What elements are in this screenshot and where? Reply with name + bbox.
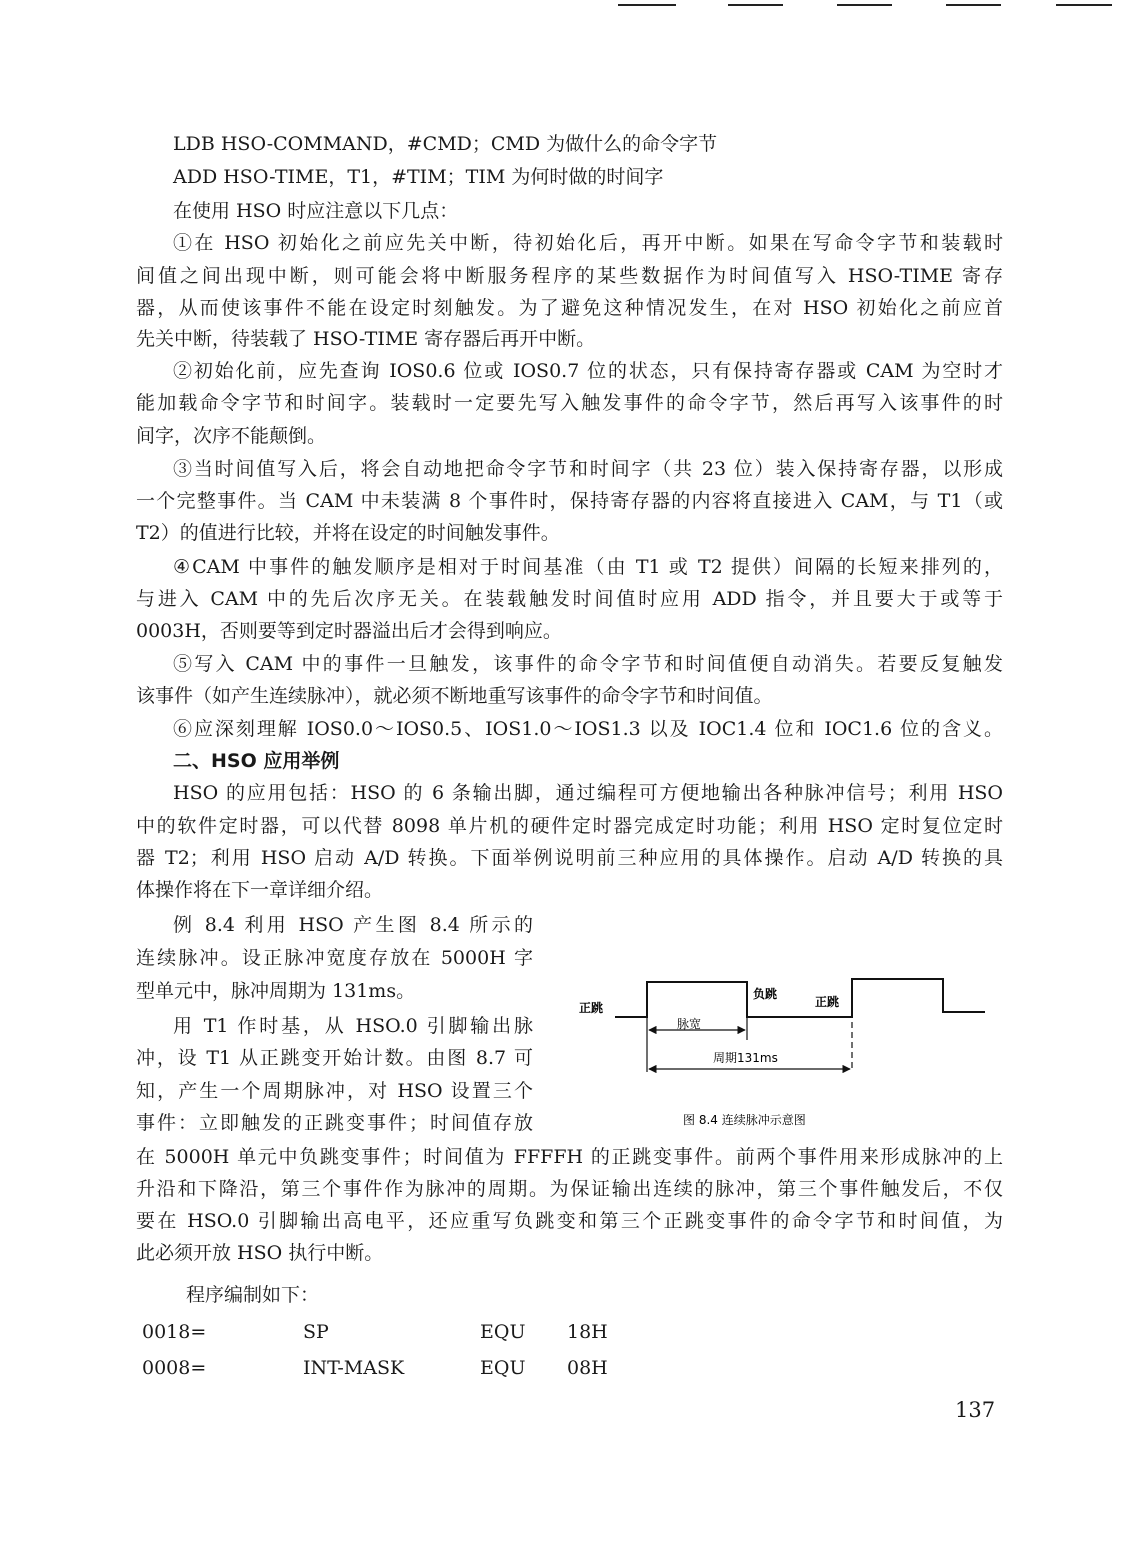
note1-line: 器，从而使该事件不能在设定时刻触发。为了避免这种情况发生，在对 HSO 初始化之前应首 [136, 297, 1003, 319]
intro-line: 在使用 HSO 时应注意以下几点： [173, 200, 459, 222]
program-op: EQU [480, 1357, 526, 1379]
top-rule [728, 4, 783, 6]
figure-caption: 图 8.4 连续脉冲示意图 [683, 1113, 806, 1127]
example-line: 型单元中，脉冲周期为 131ms。 [136, 980, 416, 1002]
note4-line: ④CAM 中事件的触发顺序是相对于时间基准（由 T1 或 T2 提供）间隔的长短来排列的， [173, 556, 1004, 578]
program-intro: 程序编制如下： [186, 1284, 320, 1306]
label-period: 周期131ms [713, 1051, 778, 1065]
example-cont-line: 要在 HSO.0 引脚输出高电平，还应重写负跳变和第三个正跳变事件的命令字节和时间值，为 [136, 1210, 1003, 1232]
note1-line: 先关中断，待装载了 HSO-TIME 寄存器后再开中断。 [136, 328, 596, 350]
section-para-line: HSO 的应用包括：HSO 的 6 条输出脚，通过编程可方便地输出各种脉冲信号；利用 HSO [173, 782, 1003, 804]
example-line: 知，产生一个周期脉冲，对 HSO 设置三个 [136, 1080, 533, 1102]
section-para-line: 器 T2；利用 HSO 启动 A/D 转换。下面举例说明前三种应用的具体操作。启动 A/D 转换的具 [136, 847, 1003, 869]
top-rule [946, 4, 1001, 6]
program-val: 08H [567, 1357, 608, 1379]
section-para-line: 体操作将在下一章详细介绍。 [136, 879, 384, 901]
note4-line: 与进入 CAM 中的先后次序无关。在装载触发时间值时应用 ADD 指令，并且要大于或等于 [136, 588, 1003, 610]
example-line: 事件：立即触发的正跳变事件；时间值存放 [136, 1112, 533, 1134]
label-width: 脉宽 [677, 1017, 702, 1031]
label-rise-2: 正跳 [815, 995, 840, 1009]
note1-line: ①在 HSO 初始化之前应先关中断，待初始化后，再开中断。如果在写命令字节和装载时 [173, 232, 1003, 254]
label-rise-1: 正跳 [579, 1001, 604, 1015]
note2-line: ②初始化前，应先查询 IOS0.6 位或 IOS0.7 位的状态，只有保持寄存器或 CAM 为空时才 [173, 360, 1003, 382]
note2-line: 能加载命令字节和时间字。装载时一定要先写入触发事件的命令字节，然后再写入该事件的时 [136, 392, 1003, 414]
note4-line: 0003H，否则要等到定时器溢出后才会得到响应。 [136, 620, 562, 642]
note3-line: ③当时间值写入后，将会自动地把命令字节和时间字（共 23 位）装入保持寄存器，以形成 [173, 458, 1003, 480]
code-line-ldb: LDB HSO-COMMAND，#CMD；CMD 为做什么的命令字节 [173, 133, 718, 155]
top-rule [618, 4, 676, 6]
note5-line: ⑤写入 CAM 中的事件一旦触发，该事件的命令字节和时间值便自动消失。若要反复触发 [173, 653, 1003, 675]
example-cont-line: 升沿和下降沿，第三个事件作为脉冲的周期。为保证输出连续的脉冲，第三个事件触发后，不仅 [136, 1178, 1003, 1200]
program-val: 18H [567, 1321, 608, 1343]
page-number: 137 [955, 1398, 996, 1422]
example-cont-line: 在 5000H 单元中负跳变事件；时间值为 FFFFH 的正跳变事件。前两个事件用来形成脉冲的上 [136, 1146, 1003, 1168]
note6-line: ⑥应深刻理解 IOS0.0～IOS0.5、IOS1.0～IOS1.3 以及 IOC1.4 位和 IOC1.6 位的含义。 [173, 718, 1003, 740]
section-para-line: 中的软件定时器，可以代替 8098 单片机的硬件定时器完成定时功能；利用 HSO 定时复位定时 [136, 815, 1003, 837]
note1-line: 间值之间出现中断，则可能会将中断服务程序的某些数据作为时间值写入 HSO-TIME 寄存 [136, 265, 1003, 287]
note2-line: 间字，次序不能颠倒。 [136, 425, 327, 447]
program-name: INT-MASK [303, 1357, 405, 1379]
program-addr: 0008= [142, 1357, 207, 1379]
example-line: 冲，设 T1 从正跳变开始计数。由图 8.7 可 [136, 1047, 533, 1069]
example-line: 用 T1 作时基，从 HSO.0 引脚输出脉 [173, 1015, 533, 1037]
pulse-diagram [565, 960, 1005, 1130]
example-line: 例 8.4 利用 HSO 产生图 8.4 所示的 [173, 914, 533, 936]
example-cont-line: 此必须开放 HSO 执行中断。 [136, 1242, 384, 1264]
code-line-add: ADD HSO-TIME，T1，#TIM；TIM 为何时做的时间字 [173, 166, 664, 188]
top-rule [837, 4, 892, 6]
label-fall: 负跳 [753, 987, 778, 1001]
note5-line: 该事件（如产生连续脉冲），就必须不断地重写该事件的命令字节和时间值。 [136, 685, 773, 707]
pulse-waveform [615, 979, 985, 1017]
section-title: 二、HSO 应用举例 [173, 750, 340, 772]
program-op: EQU [480, 1321, 526, 1343]
program-name: SP [303, 1321, 329, 1343]
program-addr: 0018= [142, 1321, 207, 1343]
note3-line: 一个完整事件。当 CAM 中未装满 8 个事件时，保持寄存器的内容将直接进入 CAM，与 T1（或 [136, 490, 1003, 512]
example-line: 连续脉冲。设正脉冲宽度存放在 5000H 字 [136, 947, 533, 969]
top-rule [1056, 4, 1112, 6]
note3-line: T2）的值进行比较，并将在设定的时间触发事件。 [136, 522, 560, 544]
